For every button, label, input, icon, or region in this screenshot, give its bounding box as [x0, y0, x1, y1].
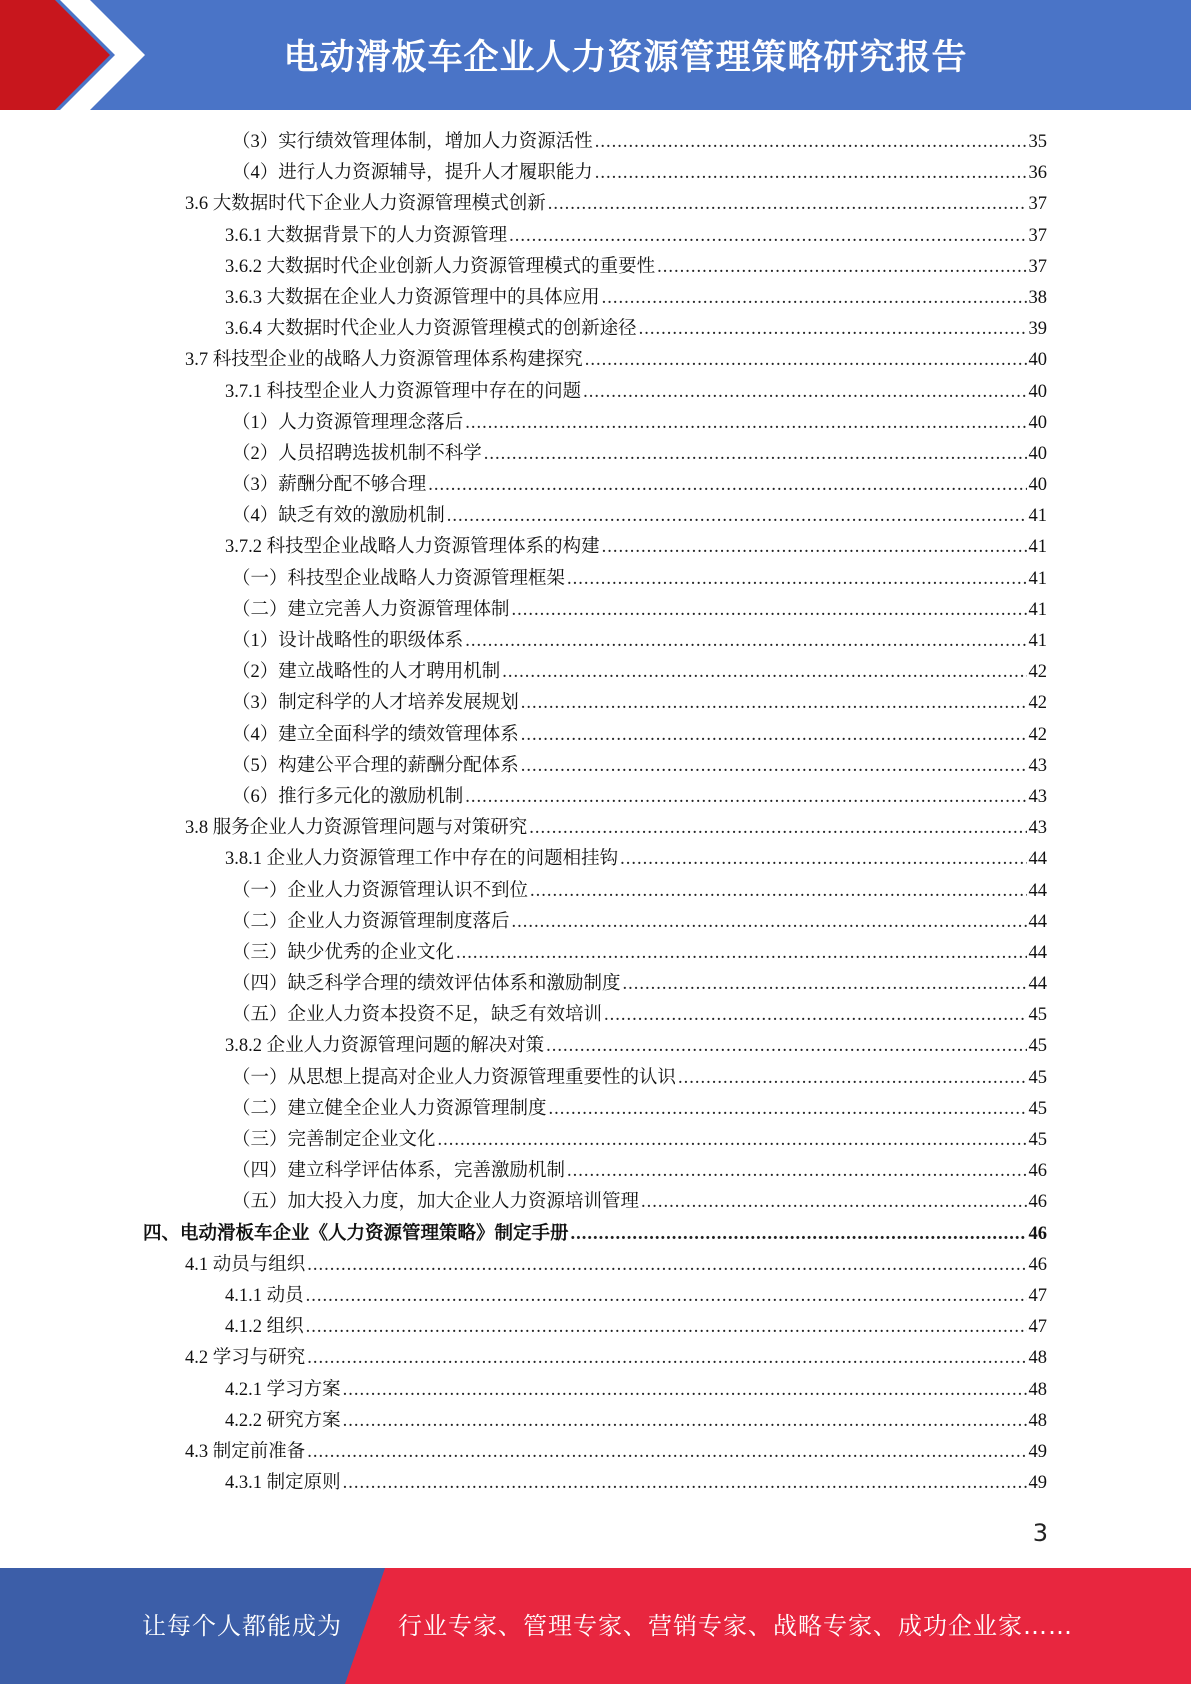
toc-entry-title: （4）缺乏有效的激励机制 [232, 506, 445, 527]
toc-entry[interactable] [0, 1031, 1191, 1062]
toc-entry-title: （二）建立完善人力资源管理体制 [232, 599, 510, 620]
toc-entry-title: （三）完善制定企业文化 [232, 1130, 436, 1150]
toc-entry-page: 46 [1028, 1192, 1047, 1213]
toc-entry-page: 44 [1028, 974, 1047, 995]
toc-entry-page: 42 [1028, 662, 1047, 683]
toc-dot-leader [639, 314, 1027, 345]
toc-dot-leader [428, 470, 1026, 501]
toc-entry-title: 3.7.1 科技型企业人力资源管理中存在的问题 [225, 381, 582, 402]
toc-entry-title: 4.2 学习与研究 [185, 1348, 306, 1369]
toc-entry-title: 4.1.2 组织 [225, 1317, 304, 1338]
toc-dot-leader [623, 969, 1027, 1000]
toc-entry[interactable] [0, 844, 1191, 875]
toc-entry[interactable] [0, 158, 1191, 189]
toc-entry[interactable] [0, 782, 1191, 813]
toc-entry-page: 46 [1028, 1254, 1047, 1275]
toc-entry-page: 39 [1028, 319, 1047, 340]
toc-dot-leader [521, 751, 1027, 782]
toc-entry-page: 41 [1028, 599, 1047, 620]
toc-dot-leader [602, 283, 1027, 314]
toc-entry-page: 41 [1028, 506, 1047, 527]
toc-entry-title: （四）缺乏科学合理的绩效评估体系和激励制度 [232, 974, 621, 995]
toc-entry-title: 3.6.1 大数据背景下的人力资源管理 [225, 225, 508, 246]
toc-entry-page: 45 [1028, 1067, 1047, 1088]
toc-entry[interactable] [0, 501, 1191, 532]
toc-entry[interactable] [0, 876, 1191, 907]
toc-entry-title: （一）企业人力资源管理认识不到位 [232, 880, 529, 901]
toc-entry-title: 3.6.3 大数据在企业人力资源管理中的具体应用 [225, 287, 600, 308]
footer-slogan-left: 让每个人都能成为 [142, 1612, 342, 1640]
toc-entry-page: 44 [1028, 849, 1047, 870]
toc-entry-page: 45 [1028, 1098, 1047, 1119]
toc-dot-leader [512, 595, 1027, 626]
toc-dot-leader [307, 1343, 1026, 1374]
toc-dot-leader [641, 1187, 1026, 1218]
toc-dot-leader [567, 564, 1026, 595]
toc-entry-page: 40 [1028, 475, 1047, 496]
toc-entry-page: 48 [1028, 1410, 1047, 1431]
page-header [0, 0, 1191, 110]
toc-entry-title: （五）加大投入力度，加大企业人力资源培训管理 [232, 1192, 640, 1213]
toc-entry-title: （3）实行绩效管理体制，增加人力资源活性 [232, 132, 593, 152]
toc-dot-leader [620, 844, 1026, 875]
toc-entry-title: （一）科技型企业战略人力资源管理框架 [232, 568, 566, 589]
toc-dot-leader [585, 345, 1027, 376]
toc-entry-page: 49 [1028, 1473, 1047, 1494]
toc-entry-page: 41 [1028, 537, 1047, 558]
toc-entry-page: 47 [1028, 1285, 1047, 1306]
toc-dot-leader [343, 1468, 1027, 1499]
toc-entry-title: 4.3.1 制定原则 [225, 1473, 341, 1494]
toc-dot-leader [509, 221, 1026, 252]
toc-entry-page: 48 [1028, 1348, 1047, 1369]
toc-entry[interactable] [0, 969, 1191, 1000]
toc-entry[interactable] [0, 1187, 1191, 1218]
toc-entry-title: （2）人员招聘选拔机制不科学 [232, 443, 482, 464]
toc-entry-page: 40 [1028, 443, 1047, 464]
toc-entry-page: 40 [1028, 350, 1047, 371]
toc-dot-leader [567, 1156, 1026, 1187]
toc-dot-leader [595, 127, 1027, 158]
toc-entry[interactable] [0, 657, 1191, 688]
toc-entry-page: 37 [1028, 256, 1047, 277]
toc-entry[interactable] [0, 283, 1191, 314]
toc-entry-page: 46 [1028, 1223, 1047, 1244]
toc-entry-page: 40 [1028, 412, 1047, 433]
toc-entry-title: 4.1 动员与组织 [185, 1254, 306, 1275]
toc-dot-leader [548, 189, 1027, 220]
toc-entry-title: 3.8.2 企业人力资源管理问题的解决对策 [225, 1036, 545, 1057]
toc-entry-title: （1）设计战略性的职级体系 [232, 631, 464, 651]
toc-dot-leader [438, 1125, 1027, 1156]
toc-entry[interactable] [0, 221, 1191, 252]
toc-dot-leader [657, 252, 1026, 283]
toc-entry[interactable] [0, 1468, 1191, 1499]
toc-entry[interactable] [0, 1375, 1191, 1406]
toc-entry-title: 3.7 科技型企业的战略人力资源管理体系构建探究 [185, 350, 583, 371]
toc-entry[interactable] [0, 720, 1191, 751]
toc-dot-leader [521, 720, 1027, 751]
toc-entry-title: 3.8 服务企业人力资源管理问题与对策研究 [185, 818, 528, 839]
toc-entry-title: （2）建立战略性的人才聘用机制 [232, 662, 501, 683]
toc-dot-leader [306, 1312, 1027, 1343]
toc-dot-leader [465, 408, 1026, 439]
toc-entry[interactable] [0, 1000, 1191, 1031]
toc-dot-leader [343, 1406, 1027, 1437]
toc-entry-title: （5）构建公平合理的薪酬分配体系 [232, 755, 519, 776]
toc-dot-leader [604, 1000, 1026, 1031]
toc-entry-title: 四、电动滑板车企业《人力资源管理策略》制定手册 [143, 1223, 569, 1244]
page-footer [0, 1568, 1191, 1684]
toc-dot-leader [465, 626, 1026, 657]
toc-entry-title: （4）建立全面科学的绩效管理体系 [232, 724, 519, 745]
toc-entry[interactable] [0, 595, 1191, 626]
toc-dot-leader [583, 377, 1026, 408]
toc-entry-page: 42 [1028, 724, 1047, 745]
toc-entry-page: 47 [1028, 1317, 1047, 1338]
table-of-contents [0, 127, 1191, 1499]
toc-dot-leader [307, 1250, 1026, 1281]
toc-entry-page: 36 [1028, 163, 1047, 184]
toc-entry-page: 43 [1028, 786, 1047, 807]
toc-entry-page: 44 [1028, 880, 1047, 901]
toc-entry-title: （一）从思想上提高对企业人力资源管理重要性的认识 [232, 1067, 677, 1088]
toc-entry[interactable] [0, 439, 1191, 470]
toc-entry[interactable] [0, 127, 1191, 158]
toc-entry[interactable] [0, 1219, 1191, 1250]
toc-entry-page: 35 [1028, 132, 1047, 152]
toc-entry[interactable] [0, 1063, 1191, 1094]
toc-entry[interactable] [0, 626, 1191, 657]
toc-entry-page: 41 [1028, 631, 1047, 651]
toc-entry[interactable] [0, 564, 1191, 595]
toc-entry-page: 45 [1028, 1130, 1047, 1150]
footer-slogan-right: 行业专家、管理专家、营销专家、战略专家、成功企业家…… [398, 1612, 1073, 1640]
toc-dot-leader [512, 907, 1027, 938]
toc-dot-leader [484, 439, 1027, 470]
toc-entry-page: 49 [1028, 1441, 1047, 1462]
toc-entry[interactable] [0, 1125, 1191, 1156]
toc-entry[interactable] [0, 189, 1191, 220]
toc-dot-leader [595, 158, 1027, 189]
toc-entry[interactable] [0, 1406, 1191, 1437]
toc-entry-page: 40 [1028, 381, 1047, 402]
toc-entry-page: 41 [1028, 568, 1047, 589]
toc-entry[interactable] [0, 314, 1191, 345]
toc-entry-title: 3.8.1 企业人力资源管理工作中存在的问题相挂钩 [225, 849, 619, 870]
toc-entry-title: 4.2.1 学习方案 [225, 1379, 341, 1400]
toc-entry[interactable] [0, 1312, 1191, 1343]
toc-entry[interactable] [0, 377, 1191, 408]
toc-dot-leader [306, 1281, 1027, 1312]
toc-entry-title: （1）人力资源管理理念落后 [232, 412, 464, 433]
toc-entry[interactable] [0, 813, 1191, 844]
toc-entry[interactable] [0, 532, 1191, 563]
toc-entry-page: 44 [1028, 942, 1047, 963]
toc-entry[interactable] [0, 1156, 1191, 1187]
toc-entry[interactable] [0, 345, 1191, 376]
toc-entry-title: 3.6 大数据时代下企业人力资源管理模式创新 [185, 194, 546, 215]
toc-dot-leader [447, 501, 1027, 532]
toc-entry-page: 38 [1028, 287, 1047, 308]
toc-dot-leader [571, 1219, 1027, 1250]
toc-entry-title: 3.7.2 科技型企业战略人力资源管理体系的构建 [225, 537, 600, 558]
toc-entry-title: （3）制定科学的人才培养发展规划 [232, 693, 519, 714]
toc-dot-leader [307, 1437, 1026, 1468]
toc-entry[interactable] [0, 1094, 1191, 1125]
toc-entry[interactable] [0, 688, 1191, 719]
toc-entry-title: （3）薪酬分配不够合理 [232, 475, 427, 496]
toc-dot-leader [530, 876, 1026, 907]
toc-entry-page: 45 [1028, 1036, 1047, 1057]
toc-dot-leader [465, 782, 1026, 813]
toc-dot-leader [529, 813, 1026, 844]
toc-entry-title: 3.6.2 大数据时代企业创新人力资源管理模式的重要性 [225, 256, 656, 277]
toc-dot-leader [521, 688, 1027, 719]
toc-dot-leader [456, 938, 1026, 969]
document-title: 电动滑板车企业人力资源管理策略研究报告 [283, 38, 968, 78]
toc-entry[interactable] [0, 1250, 1191, 1281]
toc-entry-page: 45 [1028, 1005, 1047, 1026]
toc-entry-page: 44 [1028, 911, 1047, 932]
toc-dot-leader [546, 1031, 1026, 1062]
toc-entry-title: （二）建立健全企业人力资源管理制度 [232, 1098, 547, 1119]
toc-entry[interactable] [0, 252, 1191, 283]
toc-entry-title: 4.3 制定前准备 [185, 1441, 306, 1462]
toc-entry-title: 4.2.2 研究方案 [225, 1410, 341, 1431]
toc-dot-leader [678, 1063, 1026, 1094]
toc-entry[interactable] [0, 408, 1191, 439]
toc-entry-page: 42 [1028, 693, 1047, 714]
toc-entry-page: 43 [1028, 818, 1047, 839]
toc-entry-title: （四）建立科学评估体系，完善激励机制 [232, 1161, 566, 1182]
toc-entry-title: （4）进行人力资源辅导，提升人才履职能力 [232, 163, 593, 184]
toc-dot-leader [343, 1375, 1027, 1406]
toc-entry[interactable] [0, 1437, 1191, 1468]
toc-entry[interactable] [0, 907, 1191, 938]
toc-dot-leader [602, 532, 1027, 563]
toc-entry-page: 37 [1028, 194, 1047, 215]
toc-entry-page: 43 [1028, 755, 1047, 776]
toc-entry[interactable] [0, 470, 1191, 501]
toc-entry-title: 3.6.4 大数据时代企业人力资源管理模式的创新途径 [225, 319, 637, 340]
toc-entry-title: （6）推行多元化的激励机制 [232, 786, 464, 807]
toc-entry-page: 46 [1028, 1161, 1047, 1182]
toc-entry[interactable] [0, 1281, 1191, 1312]
toc-entry[interactable] [0, 751, 1191, 782]
page-number: 3 [1032, 1519, 1048, 1547]
toc-dot-leader [549, 1094, 1027, 1125]
toc-entry-title: （三）缺少优秀的企业文化 [232, 942, 455, 963]
toc-dot-leader [502, 657, 1026, 688]
toc-entry-title: 4.1.1 动员 [225, 1285, 304, 1306]
toc-entry-page: 37 [1028, 225, 1047, 246]
toc-entry[interactable] [0, 938, 1191, 969]
toc-entry-title: （五）企业人力资本投资不足，缺乏有效培训 [232, 1005, 603, 1026]
toc-entry-page: 48 [1028, 1379, 1047, 1400]
toc-entry-title: （二）企业人力资源管理制度落后 [232, 911, 510, 932]
toc-entry[interactable] [0, 1343, 1191, 1374]
